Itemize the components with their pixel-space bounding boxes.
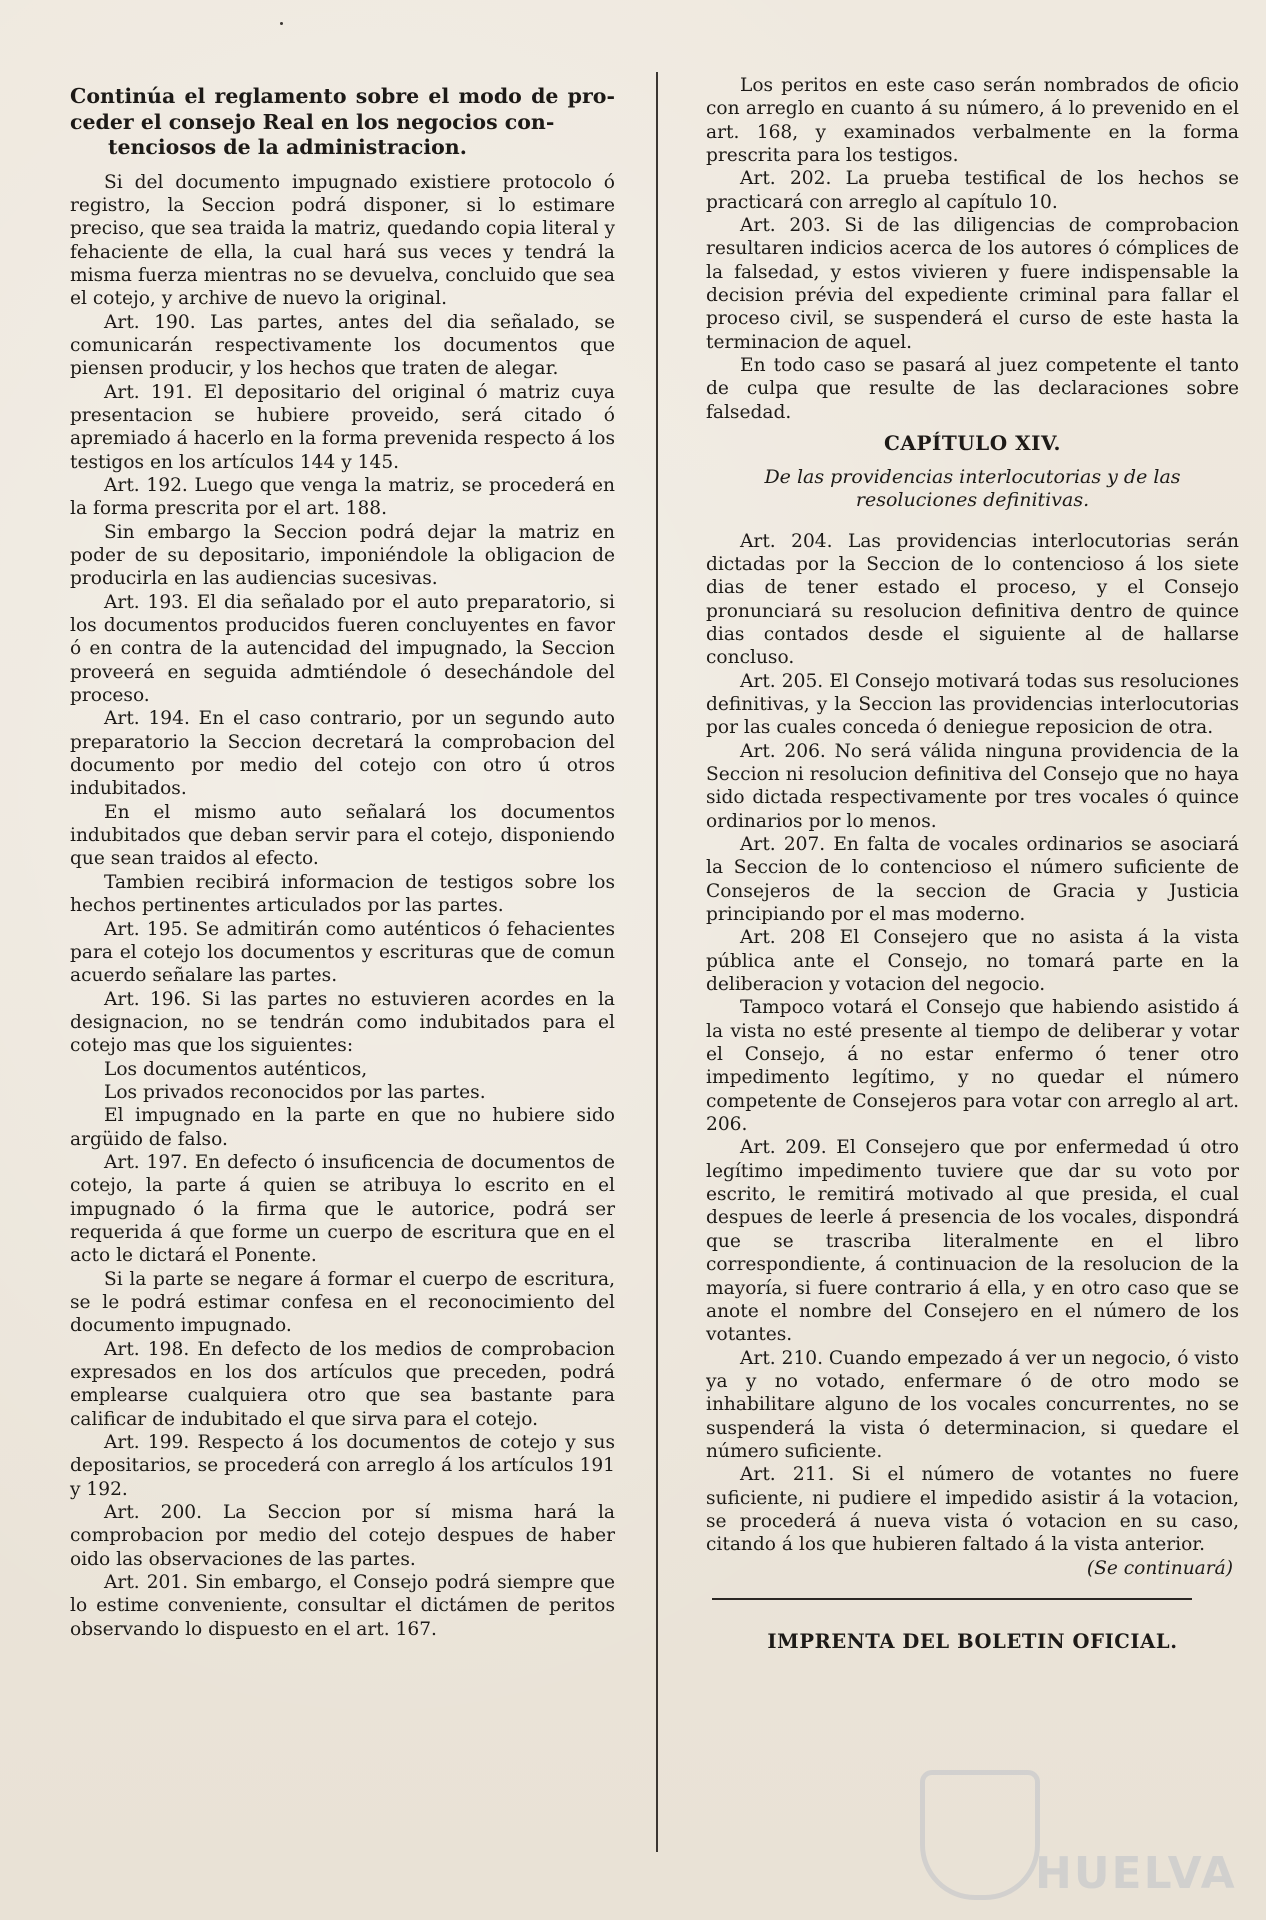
- right-b-paragraph: Art. 208 El Consejero que no asista á la vista pública ante el Consejo, no tomará parte en la deliberacion y votacion del negocio.: [706, 927, 1239, 996]
- right-b-paragraph: Art. 210. Cuando empezado á ver un negocio, ó visto ya y no votado, enfermare ó de otro modo se inhabilitare alguno de los vocales concurrentes, no se suspenderá la vista ó determinacion, si quedare el número suficiente.: [706, 1347, 1239, 1462]
- right-b-paragraph: Art. 211. Si el número de votantes no fuere suficiente, ni pudiere el impedido asistir á la votacion, se procederá á nueva vista ó votacion en su caso, citando á los que hubieren faltado á la vista anterior.: [706, 1464, 1239, 1556]
- continuation-line: [706, 1557, 1239, 1580]
- title-line-2: ceder el consejo Real en los negocios con-: [70, 109, 555, 134]
- end-rule: [712, 1598, 1192, 1600]
- right-a-paragraph: En todo caso se pasará al juez competente el tanto de culpa que resulte de las declaraciones sobre falsedad.: [706, 355, 1239, 423]
- print-mark: [280, 22, 283, 25]
- right-b-paragraph: Art. 206. No será válida ninguna providencia de la Seccion ni resolucion definitiva del Consejo que no haya sido dictada respectivamente por tres vocales ó quince ordinarios por lo menos.: [706, 740, 1239, 832]
- right-a-paragraph: Art. 203. Si de las diligencias de comprobacion resultaren indicios acerca de los autores ó cómplices de la falsedad, y estos vivieren y fuere indispensable la decision prévia del expediente criminal para fallar el proceso civil, se suspenderá el curso de este hasta la terminacion de aquel.: [706, 215, 1239, 353]
- left-paragraph: Si del documento impugnado existiere protocolo ó registro, la Seccion podrá disponer, si lo estimare preciso, que sea traida la matriz, quedando copia literal y fehaciente de ella, la cual hará sus veces y tendrá la misma fuerza mientras no se devuelva, concluido que sea el cotejo, y archive de nuevo la original.: [70, 171, 615, 310]
- right-b-paragraph: Art. 205. El Consejo motivará todas sus resoluciones definitivas, y la Seccion las providencias interlocutorias por las cuales conceda ó deniegue reposicion de otra.: [706, 670, 1239, 739]
- right-b-paragraph: Art. 204. Las providencias interlocutorias serán dictadas por la Seccion de lo contencioso á los siete dias de tener estado el proceso, y el Consejo pronunciará su resolucion definitiva dentro de quince dias contados desde el siguiente al de hallarse concluso.: [706, 530, 1239, 669]
- watermark-text: HUELVA: [1035, 1848, 1237, 1899]
- left-paragraph: Art. 195. Se admitirán como auténticos ó fehacientes para el cotejo los documentos y escrituras que de comun acuerdo señalare las partes.: [70, 918, 615, 987]
- seal-icon: [920, 1770, 1040, 1900]
- title-line-1: Continúa el reglamento sobre el modo de pro-: [70, 84, 615, 108]
- article-title: [70, 84, 615, 161]
- left-paragraph: Art. 192. Luego que venga la matriz, se procederá en la forma prescrita por el art. 188.: [70, 474, 615, 520]
- printer-footer: IMPRENTA DEL BOLETIN OFICIAL.: [767, 1629, 1178, 1653]
- left-paragraph: Art. 193. El dia señalado por el auto preparatorio, si los documentos producidos fueren concluyentes en favor ó en contra de la autencidad del impugnado, la Seccion proveerá en seguida admtiéndole ó desechándole del proceso.: [70, 591, 615, 707]
- title-line-3: tenciosos de la administracion.: [108, 135, 467, 159]
- left-paragraph: Art. 200. La Seccion por sí misma hará la comprobacion por medio del cotejo despues de haber oido las observaciones de las partes.: [70, 1502, 615, 1570]
- continuation-note: (Se continuará): [1086, 1557, 1233, 1579]
- left-paragraphs: [70, 171, 615, 1642]
- left-paragraph: Tambien recibirá informacion de testigos sobre los hechos pertinentes articulados por las partes.: [70, 871, 615, 917]
- right-a-paragraph: Art. 202. La prueba testifical de los hechos se practicará con arreglo al capítulo 10.: [706, 168, 1239, 213]
- left-paragraph: Los privados reconocidos por las partes.: [104, 1081, 486, 1103]
- chapter-subtitle: De las providencias interlocutorias y de las resoluciones definitivas.: [764, 465, 1181, 511]
- right-paragraphs-b: [706, 530, 1239, 1557]
- left-paragraph: Art. 194. En el caso contrario, por un segundo auto preparatorio la Seccion decretará la comprobacion del documento por medio del cotejo con otro ú otros indubitados.: [70, 708, 615, 800]
- chapter-heading: CAPÍTULO XIV.: [884, 431, 1061, 456]
- left-paragraph: Los documentos auténticos,: [104, 1058, 368, 1080]
- right-b-paragraph: Art. 209. El Consejero que por enfermedad ú otro legítimo impedimento tuviere que dar su voto por escrito, le remitirá motivado al que presida, el cual despues de leerle á presencia de los vocales, dispondrá que se trascriba literalmente en el libro correspondiente, á continuacion de la resolucion de la mayoría, si fuere contrario á ella, y en otro caso que se anote el nombre del Consejero en el número de los votantes.: [706, 1137, 1239, 1346]
- left-paragraph: El impugnado en la parte en que no hubiere sido argüido de falso.: [70, 1105, 615, 1150]
- left-paragraph: Art. 201. Sin embargo, el Consejo podrá siempre que lo estime conveniente, consultar el dictámen de peritos observando lo dispuesto en el art. 167.: [70, 1572, 615, 1640]
- left-paragraph: Art. 190. Las partes, antes del dia señalado, se comunicarán respectivamente los documentos que piensen producir, y los hechos que traten de alegar.: [70, 311, 615, 380]
- right-a-paragraph: Los peritos en este caso serán nombrados de oficio con arreglo en cuanto á su número, á lo prevenido en el art. 168, y examinados verbalmente en la forma prescrita para los testigos.: [706, 75, 1239, 167]
- left-paragraph: Art. 191. El depositario del original ó matriz cuya presentacion se hubiere proveido, será citado ó apremiado á hacerlo en la forma prevenida respecto á los testigos en los artículos 144 y 145.: [70, 381, 615, 473]
- left-paragraph: Art. 199. Respecto á los documentos de cotejo y sus depositarios, se procederá con arreglo á los artículos 191 y 192.: [70, 1432, 615, 1500]
- right-b-paragraph: Tampoco votará el Consejo que habiendo asistido á la vista no esté presente al tiempo de deliberar y votar el Consejo, á no estar enfermo ó tener otro impedimento legítimo, y no quedar el número competente de Consejeros para votar con arreglo al art. 206.: [706, 997, 1239, 1136]
- left-paragraph: En el mismo auto señalará los documentos indubitados que deban servir para el cotejo, disponiendo que sean traidos al efecto.: [70, 801, 615, 870]
- column-divider: [656, 72, 658, 1852]
- right-paragraphs-a: [706, 74, 1239, 424]
- left-paragraph: Art. 196. Si las partes no estuvieren acordes en la designacion, no se tendrán como indubitados para el cotejo mas que los siguientes:: [70, 988, 615, 1057]
- left-column: [70, 70, 615, 1641]
- left-paragraph: Art. 197. En defecto ó insuficencia de documentos de cotejo, la parte á quien se atribuya lo escrito en el impugnado ó la firma que le autorice, podrá ser requerida á que forme un cuerpo de escritura que en el acto le dictará el Ponente.: [70, 1151, 615, 1267]
- left-paragraph: Sin embargo la Seccion podrá dejar la matriz en poder de su depositario, imponiéndole la obligacion de producirla en las audiencias sucesivas.: [70, 521, 615, 590]
- left-paragraph: Si la parte se negare á formar el cuerpo de escritura, se le podrá estimar confesa en el reconocimiento del documento impugnado.: [70, 1268, 615, 1337]
- right-column: [706, 74, 1239, 1653]
- huelva-watermark: [880, 1740, 1240, 1910]
- left-paragraph: Art. 198. En defecto de los medios de comprobacion expresados en los dos artículos que preceden, podrá emplearse cualquiera otro que sea bastante para calificar de indubitado el que sirva para el cotejo.: [70, 1338, 615, 1430]
- right-b-paragraph: Art. 207. En falta de vocales ordinarios se asociará la Seccion de lo contencioso el número suficiente de Consejeros de la seccion de Gracia y Justicia principiando por el mas moderno.: [706, 833, 1239, 925]
